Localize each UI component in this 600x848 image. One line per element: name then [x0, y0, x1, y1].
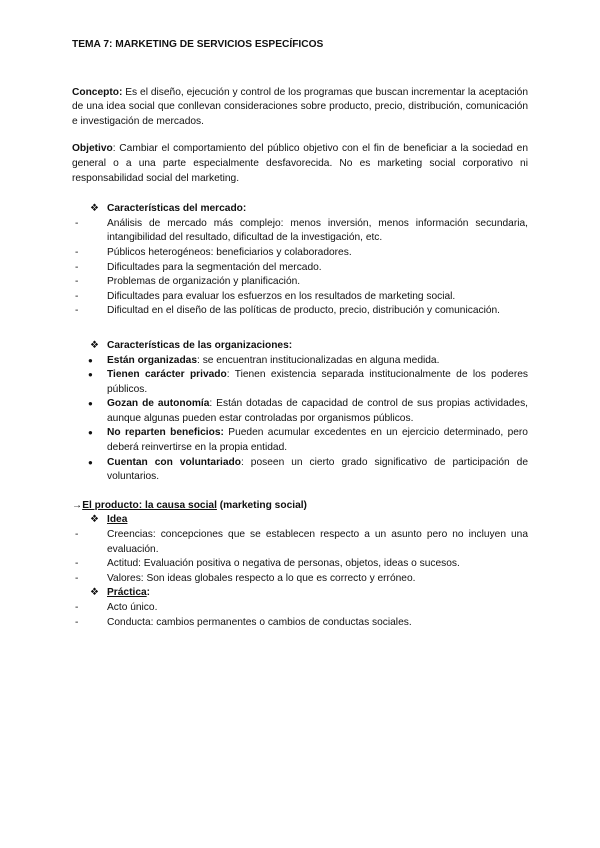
list-item — [72, 261, 528, 276]
list-item — [72, 456, 528, 485]
objetivo-label: Objetivo — [72, 143, 113, 155]
practica-heading — [72, 586, 528, 601]
dash-bullet-icon: - — [75, 558, 79, 570]
objetivo-text: : Cambiar el comportamiento del público objetivo con el fin de beneficiar a la sociedad en general o a una parte especialmente desfavorecida. No es marketing social corporativo ni responsabilidad social del marketing. — [72, 143, 528, 184]
list-item — [72, 275, 528, 290]
mercado-list — [72, 217, 528, 319]
concepto-label: Concepto: — [72, 86, 123, 98]
item-lead: Tienen carácter privado — [107, 369, 227, 381]
dash-bullet-icon: - — [75, 217, 79, 229]
dot-bullet-icon: ● — [88, 428, 93, 438]
idea-heading — [72, 513, 528, 528]
item-text: : poseen un cierto grado significativo de participación de voluntarios. — [107, 456, 528, 483]
list-item — [72, 572, 528, 587]
dash-bullet-icon: - — [75, 276, 79, 288]
list-item — [72, 616, 528, 631]
dash-bullet-icon: - — [75, 261, 79, 273]
item-lead: No reparten beneficios: — [107, 427, 224, 439]
dash-bullet-icon: - — [75, 246, 79, 258]
producto-heading-rest: (marketing social) — [216, 499, 307, 511]
list-item — [72, 290, 528, 305]
list-item-text: Actitud: Evaluación positiva o negativa de personas, objetos, ideas o sucesos. — [107, 558, 460, 570]
organizaciones-heading-text: Características de las organizaciones: — [107, 339, 293, 351]
dot-bullet-icon: ● — [88, 370, 93, 380]
producto-heading — [72, 499, 528, 514]
list-item — [72, 246, 528, 261]
list-item — [72, 368, 528, 397]
practica-list — [72, 601, 528, 630]
diamond-bullet-icon: ❖ — [90, 587, 100, 599]
list-item — [72, 601, 528, 616]
list-item — [72, 354, 528, 369]
diamond-bullet-icon: ❖ — [90, 514, 100, 526]
organizaciones-section — [72, 339, 528, 485]
list-item — [72, 397, 528, 426]
page-title: TEMA 7: MARKETING DE SERVICIOS ESPECÍFICOS — [72, 39, 324, 50]
list-item-text: Dificultades para evaluar los esfuerzos en los resultados de marketing social. — [107, 290, 456, 302]
list-item — [72, 528, 528, 557]
dash-bullet-icon: - — [75, 290, 79, 302]
arrow-right-icon: → — [72, 499, 83, 511]
list-item — [72, 426, 528, 455]
item-text: : Están dotadas de capacidad de control de sus propias actividades, aunque algunas pueden estar controladas por organismos públicos. — [107, 398, 528, 424]
diamond-bullet-icon: ❖ — [90, 203, 100, 215]
list-item-text: Dificultades para la segmentación del mercado. — [107, 261, 322, 273]
producto-section — [72, 499, 528, 630]
list-item-text: Análisis de mercado más complejo: menos inversión, menos información secundaria, intangibilidad del resultado, dificultad de la investigación, etc. — [107, 217, 528, 244]
idea-heading-text: Idea — [107, 514, 128, 526]
list-item-text: Públicos heterogéneos: beneficiarios y colaboradores. — [107, 246, 352, 258]
mercado-section — [72, 202, 528, 319]
organizaciones-heading — [72, 339, 528, 354]
list-item — [72, 557, 528, 572]
objetivo-paragraph — [72, 142, 528, 186]
item-text: : se encuentran institucionalizadas en alguna medida. — [197, 354, 440, 366]
list-item-text: Creencias: concepciones que se establecen respecto a un asunto pero no incluyen una evaluación. — [107, 529, 528, 555]
list-item — [72, 304, 528, 319]
practica-heading-text: Práctica — [107, 587, 147, 599]
item-text: : Tienen existencia separada institucionalmente de los poderes públicos. — [107, 369, 528, 395]
item-lead: Cuentan con voluntariado — [107, 456, 241, 468]
list-item-text: Acto único. — [107, 602, 158, 613]
item-text: Pueden acumular excedentes en un ejercicio determinado, pero deberá reinvertirse en la propia entidad. — [107, 427, 528, 454]
mercado-heading-text: Características del mercado: — [107, 203, 247, 215]
dot-bullet-icon: ● — [88, 399, 93, 409]
dot-bullet-icon: ● — [88, 457, 93, 467]
practica-heading-suffix: : — [146, 587, 151, 599]
concepto-text: Es el diseño, ejecución y control de los programas que buscan incrementar la aceptación de una idea social que conllevan consideraciones sobre producto, precio, distribución, comunicación e investigación de mercados. — [72, 86, 528, 127]
producto-heading-underlined: El producto: la causa social — [82, 499, 217, 511]
mercado-heading — [72, 202, 528, 217]
list-item-text: Dificultad en el diseño de las políticas de producto, precio, distribución y comunicación. — [107, 305, 500, 317]
concepto-paragraph — [72, 86, 528, 130]
dash-bullet-icon: - — [75, 602, 79, 613]
dash-bullet-icon: - — [75, 616, 79, 628]
item-lead: Están organizadas — [107, 354, 198, 366]
list-item-text: Valores: Son ideas globales respecto a lo que es correcto y erróneo. — [107, 572, 416, 584]
dash-bullet-icon: - — [75, 572, 79, 584]
list-item-text: Problemas de organización y planificación. — [107, 276, 301, 288]
organizaciones-list — [72, 354, 528, 485]
list-item-text: Conducta: cambios permanentes o cambios de conductas sociales. — [107, 616, 412, 628]
diamond-bullet-icon: ❖ — [90, 339, 100, 351]
dash-bullet-icon: - — [75, 305, 79, 317]
idea-list — [72, 528, 528, 586]
dash-bullet-icon: - — [75, 529, 79, 541]
item-lead: Gozan de autonomía — [107, 398, 210, 410]
list-item — [72, 217, 528, 246]
dot-bullet-icon: ● — [88, 355, 93, 365]
